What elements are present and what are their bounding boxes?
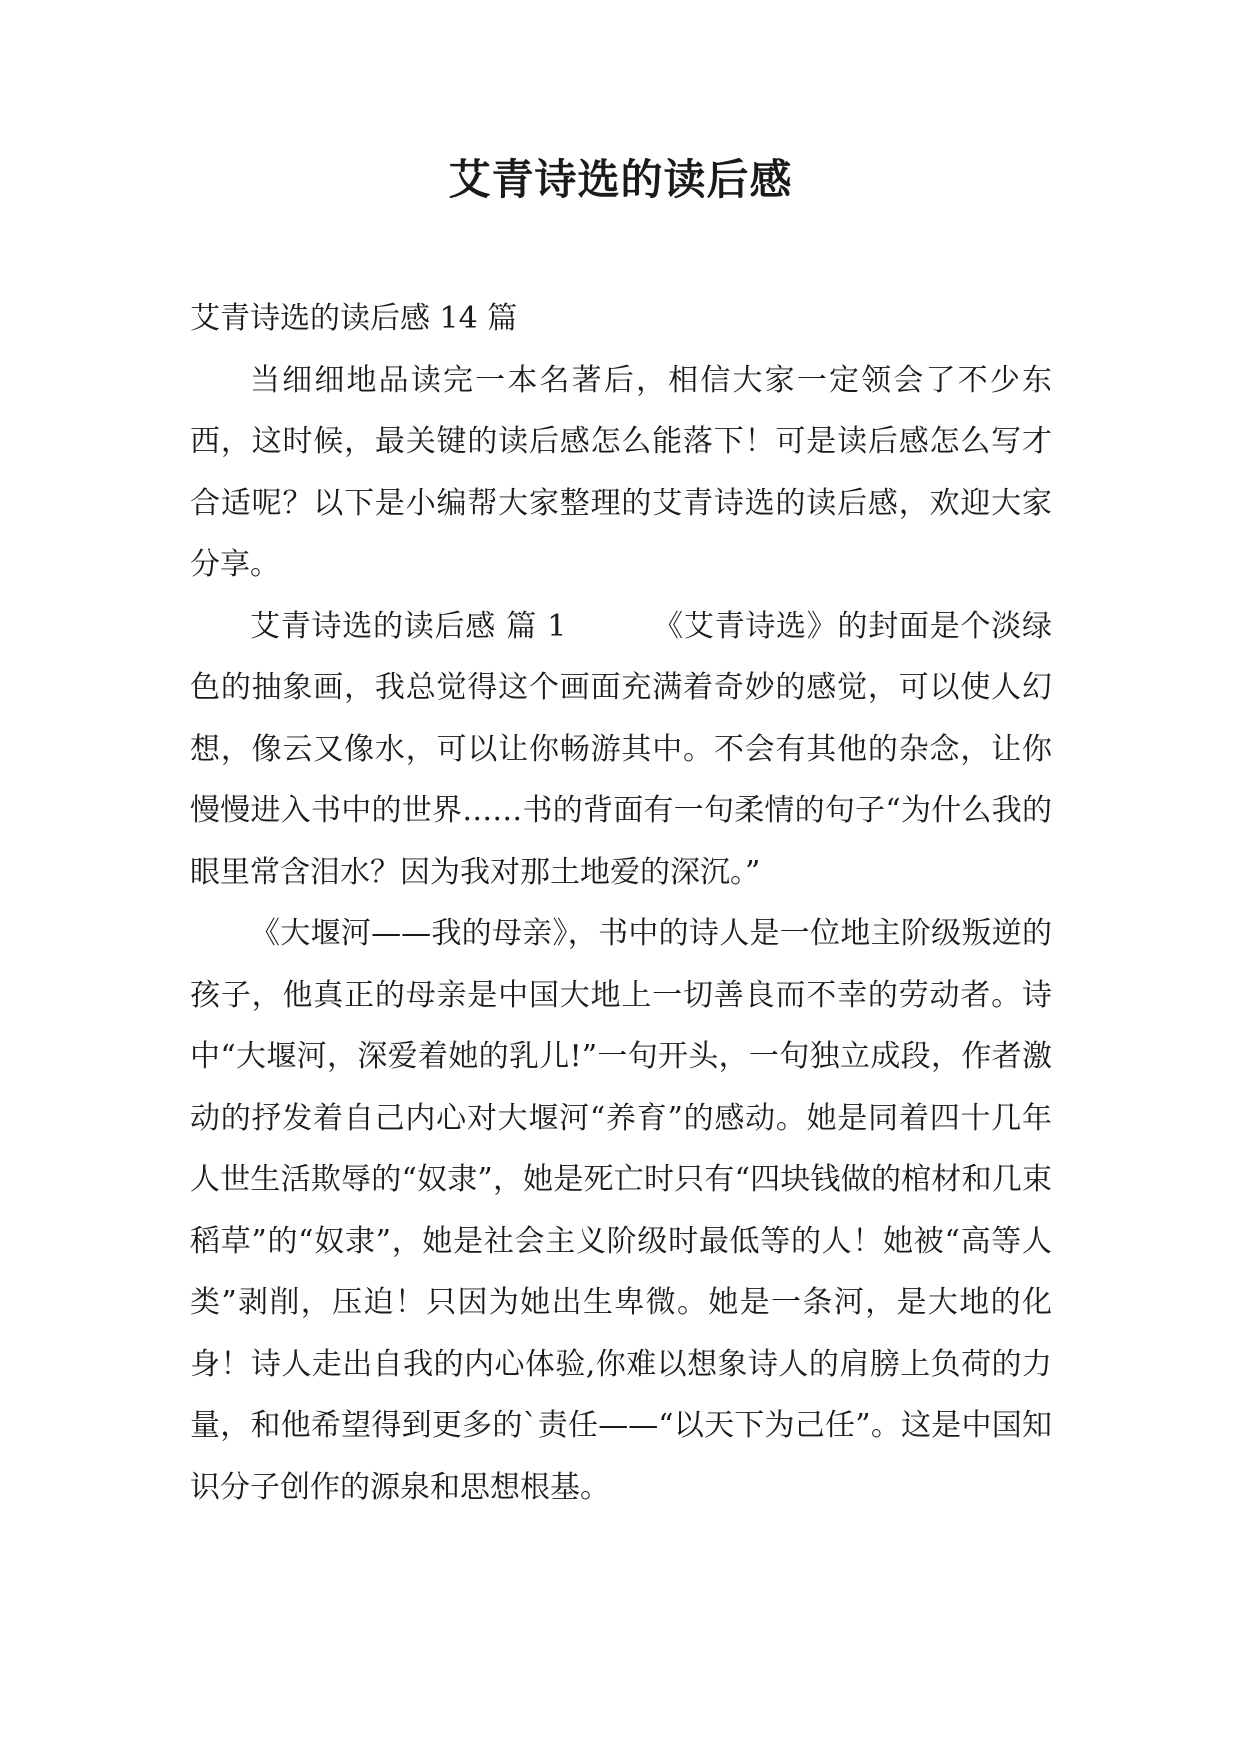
intro-paragraph: 当细细地品读完一本名著后，相信大家一定领会了不少东西，这时候，最关键的读后感怎么能落下！可是读后感怎么写才合适呢？以下是小编帮大家整理的艾青诗选的读后感，欢迎大家分享。 [190, 362, 1052, 582]
document-title: 艾青诗选的读后感 [448, 155, 793, 204]
section-1-text: 《艾青诗选》的封面是个淡绿色的抽象画，我总觉得这个画面充满着奇妙的感觉，可以使人幻想，像云又像水，可以让你畅游其中。不会有其他的杂念，让你慢慢进入书中的世界……书的背面有一句柔情的句子“为什么我的眼里常含泪水？因为我对那土地爱的深沉。” [190, 608, 1053, 890]
section-1-paragraph [190, 596, 1052, 904]
document-body [190, 288, 1052, 1518]
section-1-heading: 艾青诗选的读后感 篇 1 [250, 608, 567, 644]
document-subtitle: 艾青诗选的读后感 14 篇 [190, 301, 518, 336]
paragraph-2: 《大堰河——我的母亲》，书中的诗人是一位地主阶级叛逆的孩子，他真正的母亲是中国大地上一切善良而不幸的劳动者。诗中“大堰河，深爱着她的乳儿!”一句开头，一句独立成段，作者激动的抒发着自己内心对大堰河“养育”的感动。她是同着四十几年人世生活欺辱的“奴隶”，她是死亡时只有“四块钱做的棺材和几束稻草”的“奴隶”，她是社会主义阶级时最低等的人！她被“高等人类”剥削，压迫！只因为她出生卑微。她是一条河，是大地的化身！诗人走出自我的内心体验,你难以想象诗人的肩膀上负荷的力量，和他希望得到更多的`责任——“以天下为己任”。这是中国知识分子创作的源泉和思想根基。 [190, 916, 1052, 1505]
